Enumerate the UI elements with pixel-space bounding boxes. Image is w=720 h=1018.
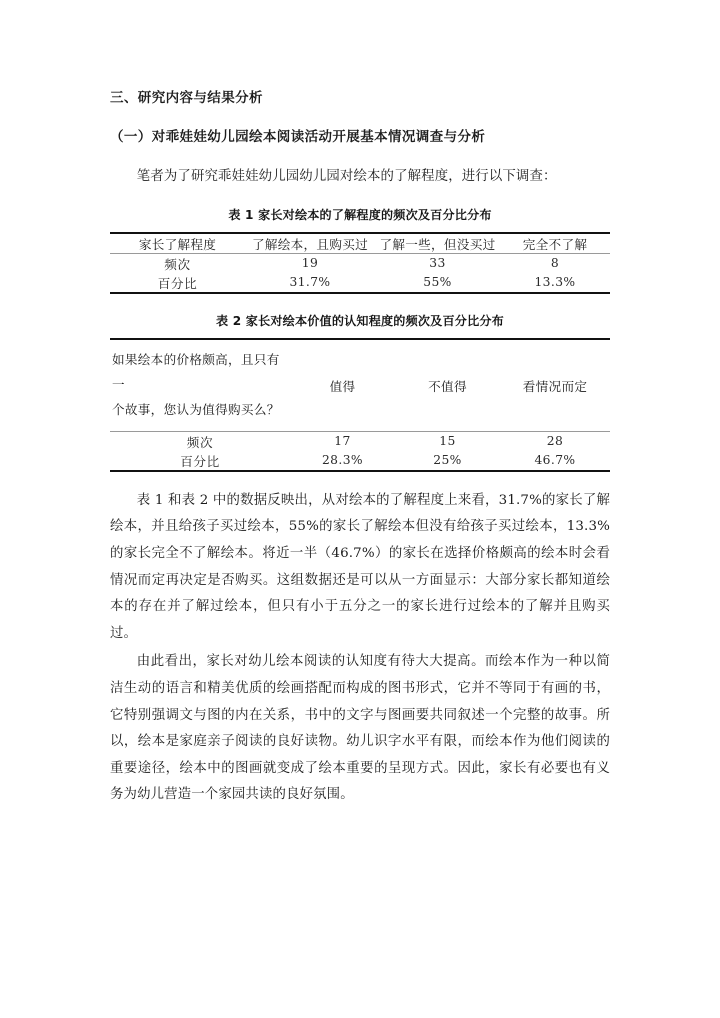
subsection-heading: （一）对乖娃娃幼儿园绘本阅读活动开展基本情况调查与分析 <box>110 128 486 145</box>
table-1-header-cell: 完全不了解 <box>522 236 588 252</box>
table-1-cell: 13.3% <box>534 275 576 290</box>
table-2-cell: 25% <box>433 453 462 468</box>
table-2-header-row <box>110 340 610 431</box>
table-1-cell: 55% <box>423 275 452 290</box>
table-2-question-header <box>110 340 290 431</box>
table-2-row-label: 频次 <box>186 434 214 450</box>
table-1 <box>110 232 610 294</box>
analysis-paragraph-2: 由此看出，家长对幼儿绘本阅读的认知度有待大大提高。而绘本作为一种以简洁生动的语言和精美优质的绘画搭配而构成的图书形式，它并不等同于有画的书，它特别强调文与图的内在关系，书中的文字与图画要共同叙述一个完整的故事。所以，绘本是家庭亲子阅读的良好读物。幼儿识字水平有限，而绘本作为他们阅读的重要途径，绘本中的图画就变成了绘本重要的呈现方式。因此，家长有必要也有义务为幼儿营造一个家园共读的良好氛围。 <box>110 654 610 803</box>
table-2-header-cell: 不值得 <box>428 378 467 394</box>
table-1-bottom-rule <box>110 292 610 294</box>
table-2-row-label: 百分比 <box>180 453 220 469</box>
table-2-question-line-2: 个故事，您认为值得购买么？ <box>112 401 280 417</box>
table-2-question-line-1: 如果绘本的价格颇高，且只有一 <box>112 351 280 392</box>
table-1-cell: 8 <box>550 256 560 271</box>
table-2-header-cell: 看情况而定 <box>522 378 588 394</box>
analysis-paragraph-1: 表 1 和表 2 中的数据反映出，从对绘本的了解程度上来看，31.7%的家长了解绘本，并且给孩子买过绘本，55%的家长了解绘本但没有给孩子买过绘本，13.3%的家长完全不了解绘本。将近一半（46.7%）的家长在选择价格颇高的绘本时会看情况而定再决定是否购买。这组数据还是可以从一方面显示：大部分家长都知道绘本的存在并了解过绘本，但只有小于五分之一的家长进行过绘本的了解并且购买过。 <box>110 492 610 641</box>
table-2-caption: 表 2 家长对绘本价值的认知程度的频次及百分比分布 <box>216 313 504 328</box>
table-2 <box>110 338 610 472</box>
table-1-row-label: 百分比 <box>157 275 198 291</box>
section-heading: 三、研究内容与结果分析 <box>110 90 263 106</box>
table-1-cell: 33 <box>429 256 446 271</box>
table-1-cell: 31.7% <box>289 275 331 290</box>
table-1-row-label: 频次 <box>164 256 191 272</box>
table-1-caption: 表 1 家长对绘本的了解程度的频次及百分比分布 <box>228 207 492 222</box>
table-2-header-cell: 值得 <box>329 378 356 394</box>
table-1-header-cell: 了解一些，但没买过 <box>379 236 496 252</box>
table-1-cell: 19 <box>301 256 319 271</box>
table-2-bottom-rule <box>110 470 610 472</box>
table-row <box>110 451 610 470</box>
table-1-header-cell: 家长了解程度 <box>138 236 217 252</box>
table-2-cell: 28.3% <box>321 453 364 468</box>
lead-paragraph: 笔者为了研究乖娃娃幼儿园幼儿园对绘本的了解程度，进行以下调查： <box>136 169 557 185</box>
table-2-cell: 46.7% <box>534 453 576 468</box>
table-2-block <box>110 312 610 472</box>
table-1-header-cell: 了解绘本，且购买过 <box>251 236 369 252</box>
table-row <box>110 273 610 292</box>
table-2-cell: 28 <box>546 434 564 449</box>
table-row <box>110 432 610 451</box>
table-1-header-row <box>110 234 610 253</box>
table-2-cell: 17 <box>334 434 351 449</box>
table-2-cell: 15 <box>439 434 456 449</box>
table-1-block <box>110 206 610 294</box>
table-row <box>110 254 610 273</box>
